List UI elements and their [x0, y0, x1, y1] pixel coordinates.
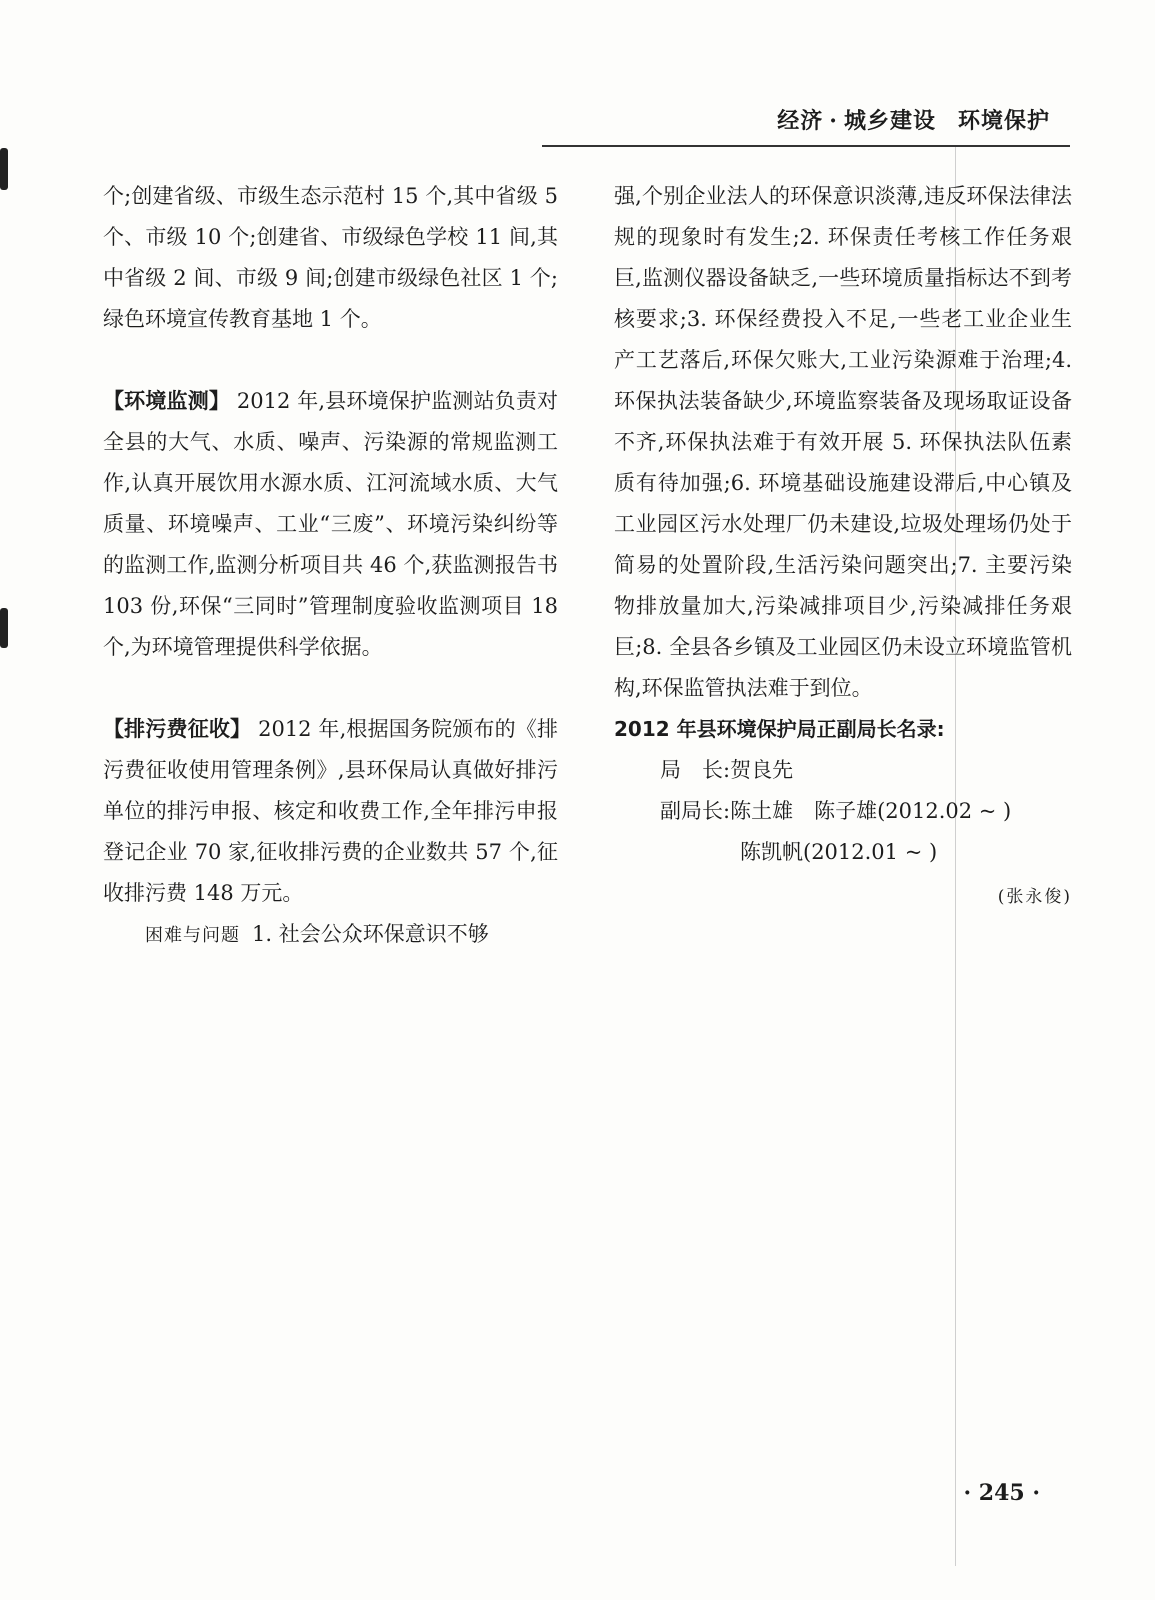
- page-number: · 245 ·: [963, 1480, 1040, 1506]
- header-subsection: 城乡建设: [843, 108, 936, 134]
- pollution-fee-text: 2012 年,根据国务院颁布的《排污费征收使用管理条例》,县环保局认真做好排污单位的排污申报、核定和收费工作,全年排污申报登记企业 70 家,征收排污费的企业数共 57 个,征收排污费 148 万元。: [103, 717, 559, 905]
- right-column: [614, 176, 1072, 918]
- paragraph-difficulties-continued: 强,个别企业法人的环保意识淡薄,违反环保法律法规的现象时有发生;2. 环保责任考核工作任务艰巨,监测仪器设备缺乏,一些环境质量指标达不到考核要求;3. 环保经费投入不足,一些老工业企业生产工艺落后,环保欠账大,工业污染源难于治理;4. 环保执法装备缺少,环境监察装备及现场取证设备不齐,环保执法难于有效开展 5. 环保执法队伍素质有待加强;6. 环境基础设施建设滞后,中心镇及工业园区污水处理厂仍未建设,垃圾处理场仍处于简易的处置阶段,生活污染问题突出;7. 主要污染物排放量加大,污染减排项目少,污染减排任务艰巨;8. 全县各乡镇及工业园区仍未设立环境监管机构,环保监管执法难于到位。: [614, 184, 1072, 700]
- left-column: [103, 176, 558, 956]
- paragraph-green-creation: 个;创建省级、市级生态示范村 15 个,其中省级 5 个、市级 10 个;创建省、市级绿色学校 11 间,其中省级 2 间、市级 9 间;创建市级绿色社区 1 个;绿色环境宣传教育基地 1 个。: [103, 184, 558, 331]
- monitoring-text: 2012 年,县环境保护监测站负责对全县的大气、水质、噪声、污染源的常规监测工作,认真开展饮用水源水质、江河流域水质、大气质量、环境噪声、工业“三废”、环境污染纠纷等的监测工作,监测分析项目共 46 个,获监测报告书 103 份,环保“三同时”管理制度验收监测项目 18 个,为环境管理提供科学依据。: [103, 389, 559, 659]
- section-tag-pollution-fee: 【排污费征收】: [103, 717, 252, 741]
- header-topic: 环境保护: [957, 108, 1050, 134]
- header-section: 经济: [777, 108, 824, 134]
- leader-deputy: 副局长:陈土雄 陈子雄(2012.02 ~ ): [660, 799, 1012, 823]
- leader-deputy-2: 陈凯帆(2012.01 ~ ): [740, 840, 938, 864]
- author-credit: (张永俊): [997, 887, 1072, 907]
- running-header: [777, 104, 1050, 135]
- difficulty-label: 困难与问题: [145, 925, 240, 946]
- leader-director: 局 长:贺良先: [660, 758, 794, 782]
- section-tag-monitoring: 【环境监测】: [103, 389, 231, 413]
- paragraph-environment-monitoring: [103, 381, 558, 668]
- scan-edge-mark: [0, 148, 8, 190]
- paragraph-pollution-fee: [103, 709, 558, 914]
- leaders-list-title: 2012 年县环境保护局正副局长名录:: [614, 717, 945, 741]
- header-rule: [542, 145, 1070, 147]
- paragraph-difficulties: [103, 914, 558, 956]
- header-separator: ·: [829, 108, 838, 134]
- scan-edge-mark: [0, 608, 8, 648]
- difficulty-text: 1. 社会公众环保意识不够: [252, 922, 489, 946]
